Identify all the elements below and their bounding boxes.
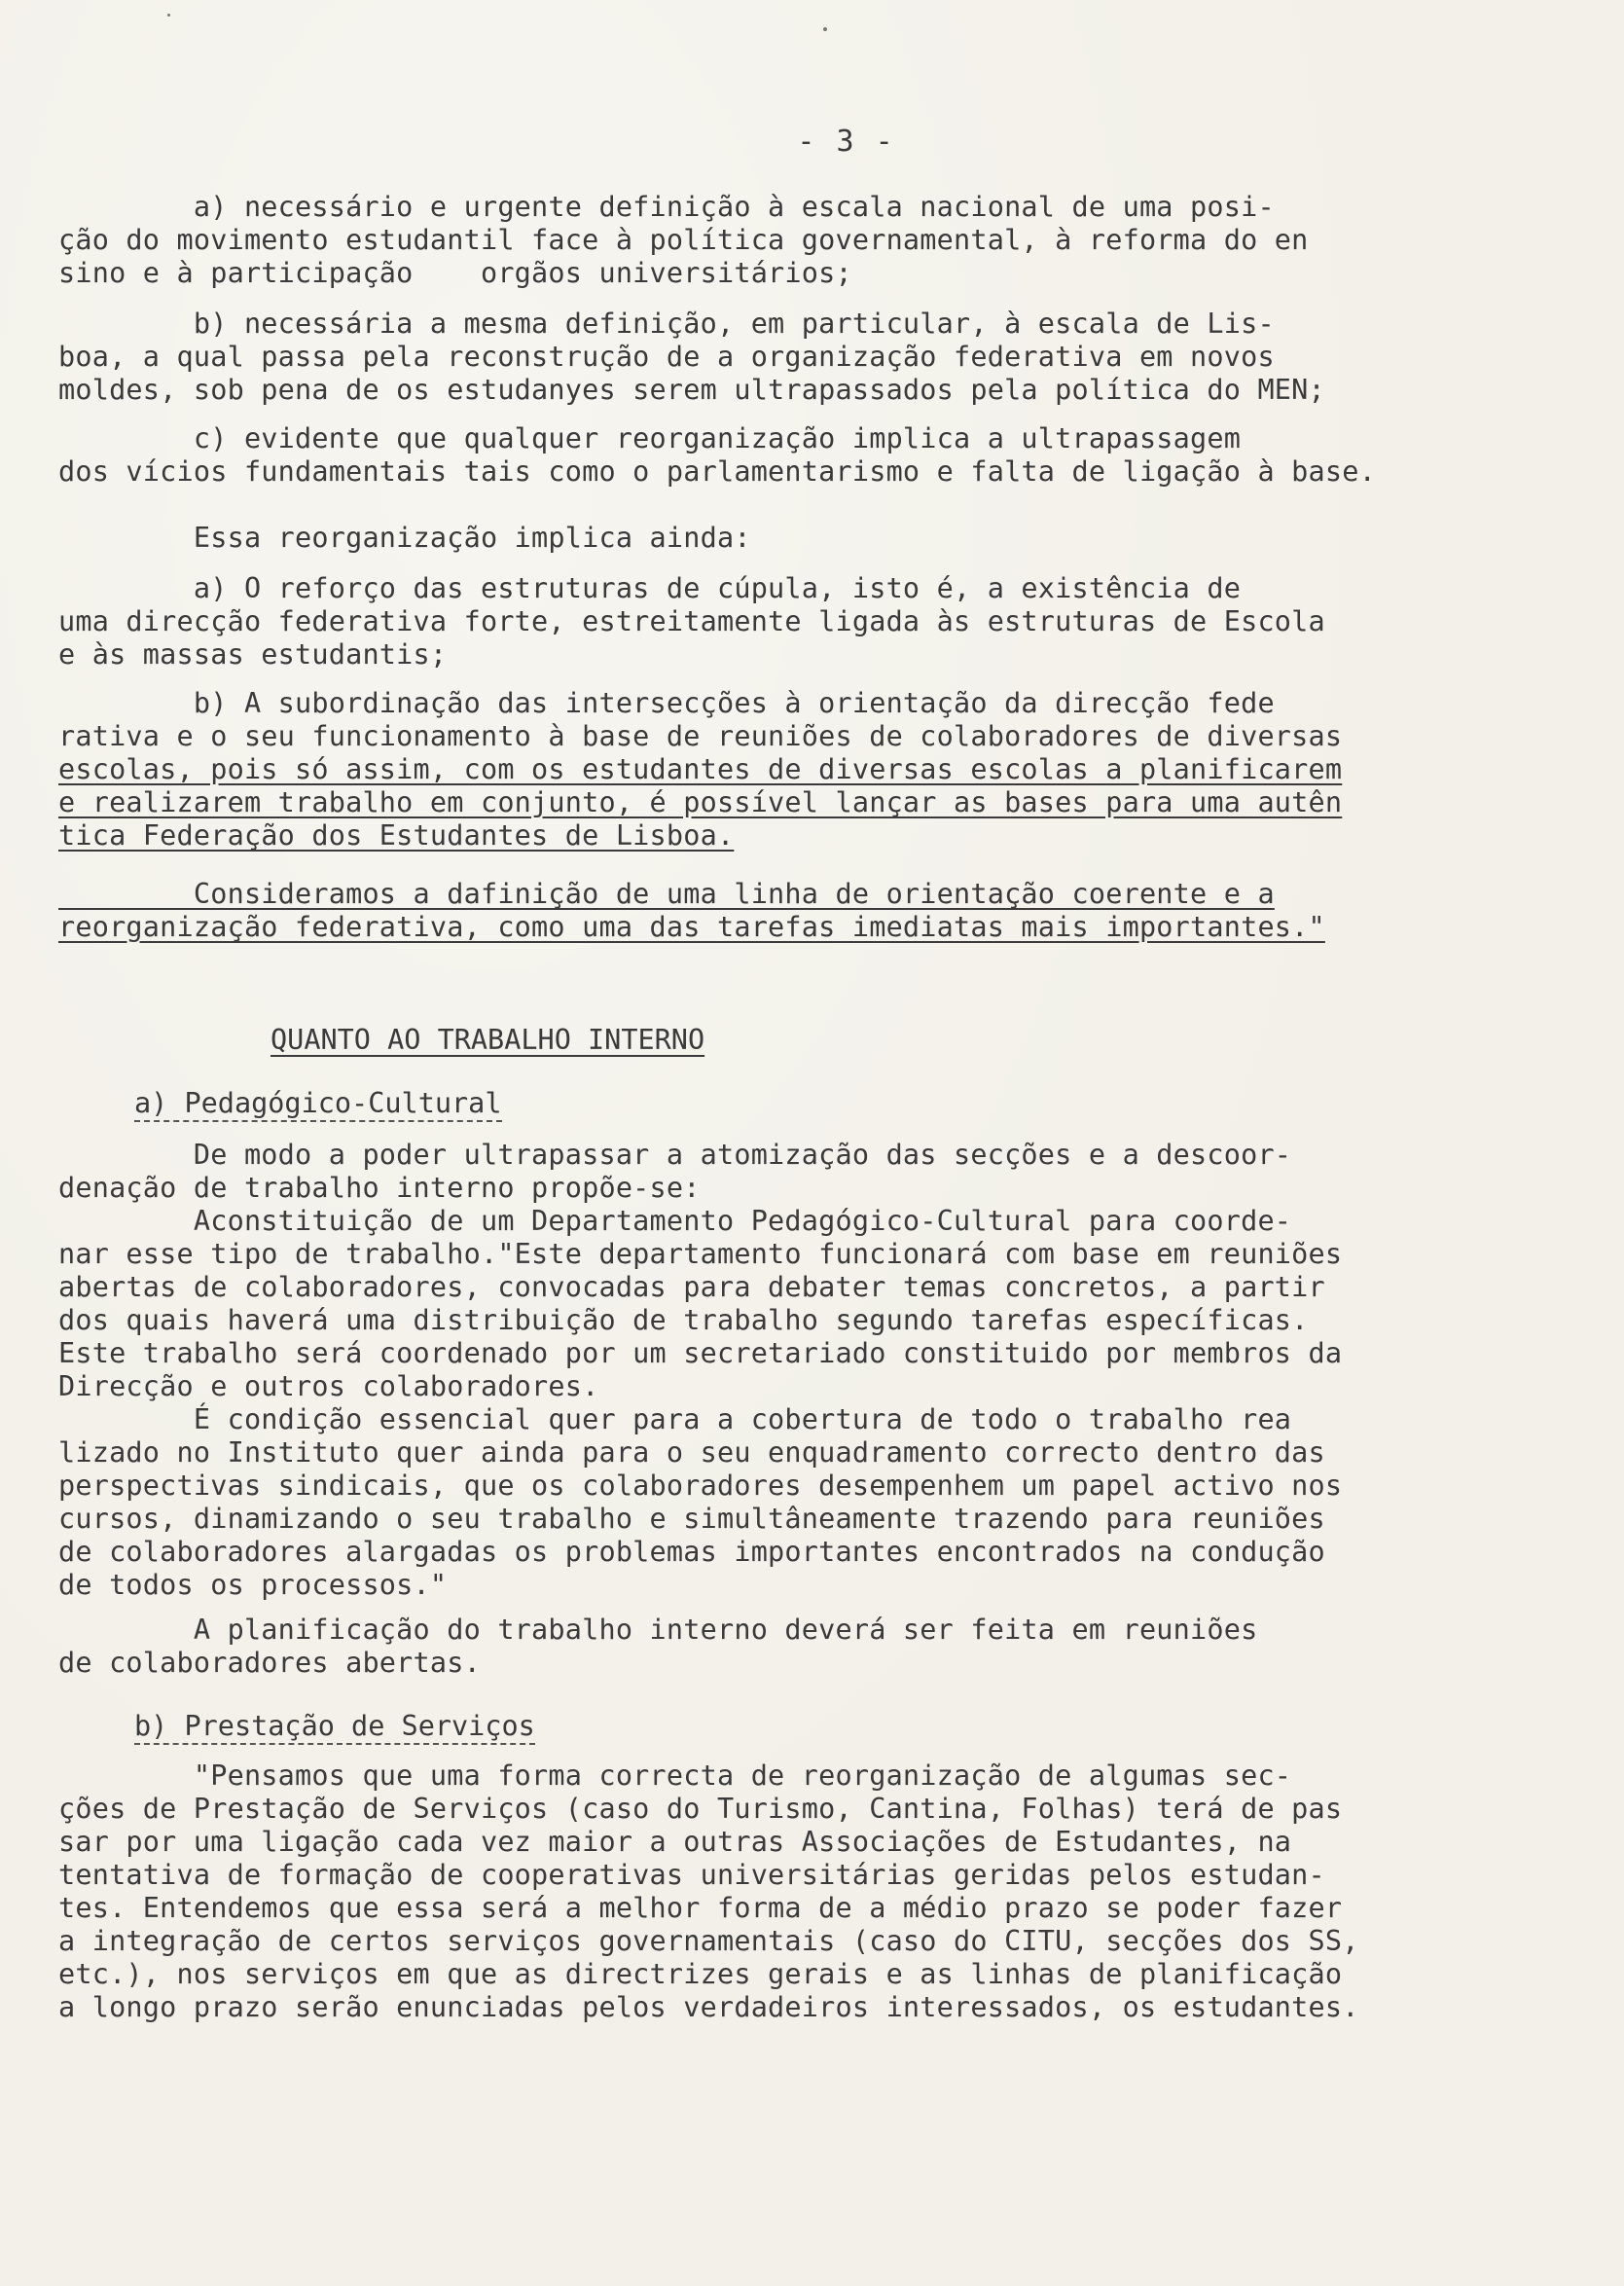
text-line: tes. Entendemos que essa será a melhor forma de a médio prazo se poder fazer <box>58 1892 1343 1924</box>
paragraph-a-definicao-nacional <box>58 191 1537 290</box>
text-line: tentativa de formação de cooperativas universitárias geridas pelos estudan- <box>58 1859 1325 1891</box>
paragraph-c-reorganizacao <box>58 422 1537 489</box>
text-line: Aconstituição de um Departamento Pedagógico-Cultural para coorde- <box>58 1205 1292 1237</box>
text-line: É condição essencial quer para a cobertura de todo o trabalho rea <box>58 1403 1292 1435</box>
text-line: rativa e o seu funcionamento à base de reuniões de colaboradores de diversas <box>58 720 1343 752</box>
text-line: de colaboradores abertas. <box>58 1647 481 1679</box>
paper-speck <box>823 27 827 31</box>
text-line: "Pensamos que uma forma correcta de reorganização de algumas sec- <box>58 1760 1292 1792</box>
paragraph-a-reforco-estruturas <box>58 572 1537 671</box>
text-line: a) necessário e urgente definição à escala nacional de uma posi- <box>58 191 1275 223</box>
underlined-text-line: reorganização federativa, como uma das tarefas imediatas mais importantes." <box>58 911 1325 943</box>
text-line: Direcção e outros colaboradores. <box>58 1370 599 1402</box>
underlined-text-line: e realizarem trabalho em conjunto, é possível lançar as bases para uma autên <box>58 786 1343 818</box>
text-line: ções de Prestação de Serviços (caso do Turismo, Cantina, Folhas) terá de pas <box>58 1793 1343 1825</box>
text-line: boa, a qual passa pela reconstrução de a organização federativa em novos <box>58 341 1275 373</box>
text-line: etc.), nos serviços em que as directrizes gerais e as linhas de planificação <box>58 1958 1343 1990</box>
text-line: nar esse tipo de trabalho."Este departamento funcionará com base em reuniões <box>58 1238 1343 1270</box>
text-line: cursos, dinamizando o seu trabalho e simultâneamente trazendo para reuniões <box>58 1503 1325 1535</box>
paragraph-prestacao-servicos <box>58 1760 1537 2024</box>
text-line: a integração de certos serviços governamentais (caso do CITU, secções dos SS, <box>58 1925 1359 1957</box>
text-line: De modo a poder ultrapassar a atomização das secções e a descoor- <box>58 1139 1292 1171</box>
text-line: abertas de colaboradores, convocadas para debater temas concretos, a partir <box>58 1271 1325 1303</box>
text-line: moldes, sob pena de os estudanyes serem ultrapassados pela política do MEN; <box>58 374 1325 406</box>
paragraph-pedagogico-cultural <box>58 1139 1537 1602</box>
text-line: denação de trabalho interno propõe-se: <box>58 1172 701 1204</box>
paragraph-essa-reorganizacao <box>58 522 1537 555</box>
paragraph-b-definicao-lisboa <box>58 308 1537 407</box>
text-line: a longo prazo serão enunciadas pelos verdadeiros interessados, os estudantes. <box>58 1991 1359 2023</box>
underlined-text-line: Consideramos a dafinição de uma linha de orientação coerente e a <box>58 878 1275 910</box>
paper-speck <box>167 14 170 17</box>
text-line: uma direcção federativa forte, estreitamente ligada às estruturas de Escola <box>58 605 1325 637</box>
text-line: c) evidente que qualquer reorganização implica a ultrapassagem <box>58 422 1242 454</box>
text-line: de todos os processos." <box>58 1569 448 1601</box>
paragraph-b-subordinacao <box>58 687 1537 853</box>
paragraph-planificacao <box>58 1614 1537 1680</box>
section-heading-trabalho-interno: QUANTO AO TRABALHO INTERNO <box>271 1024 705 1056</box>
subheading-pedagogico-cultural: a) Pedagógico-Cultural <box>134 1087 502 1122</box>
text-line: A planificação do trabalho interno deverá ser feita em reuniões <box>58 1614 1258 1646</box>
text-line: a) O reforço das estruturas de cúpula, isto é, a existência de <box>58 572 1242 604</box>
text-line: de colaboradores alargadas os problemas importantes encontrados na condução <box>58 1536 1325 1568</box>
text-line: b) A subordinação das intersecções à orientação da direcção fede <box>58 687 1275 719</box>
text-line: sino e à participação orgãos universitários; <box>58 257 852 289</box>
text-line: dos vícios fundamentais tais como o parlamentarismo e falta de ligação à base. <box>58 455 1376 488</box>
underlined-text-line: tica Federação dos Estudantes de Lisboa. <box>58 819 735 852</box>
text-line: perspectivas sindicais, que os colaboradores desempenhem um papel activo nos <box>58 1470 1343 1502</box>
text-line: dos quais haverá uma distribuição de trabalho segundo tarefas específicas. <box>58 1304 1309 1336</box>
text-line: lizado no Instituto quer ainda para o seu enquadramento correcto dentro das <box>58 1436 1325 1469</box>
text-line: Este trabalho será coordenado por um secretariado constituido por membros da <box>58 1337 1343 1369</box>
paragraph-consideramos <box>58 878 1537 944</box>
text-line: Essa reorganização implica ainda: <box>58 522 751 554</box>
page-number: - 3 - <box>797 125 895 159</box>
text-line: e às massas estudantis; <box>58 638 448 671</box>
text-line: sar por uma ligação cada vez maior a outras Associações de Estudantes, na <box>58 1826 1292 1858</box>
underlined-text-line: escolas, pois só assim, com os estudantes de diversas escolas a planificarem <box>58 753 1343 785</box>
text-line: ção do movimento estudantil face à política governamental, à reforma do en <box>58 224 1309 256</box>
subheading-prestacao-servicos: b) Prestação de Serviços <box>134 1710 535 1745</box>
text-line: b) necessária a mesma definição, em particular, à escala de Lis- <box>58 308 1275 340</box>
